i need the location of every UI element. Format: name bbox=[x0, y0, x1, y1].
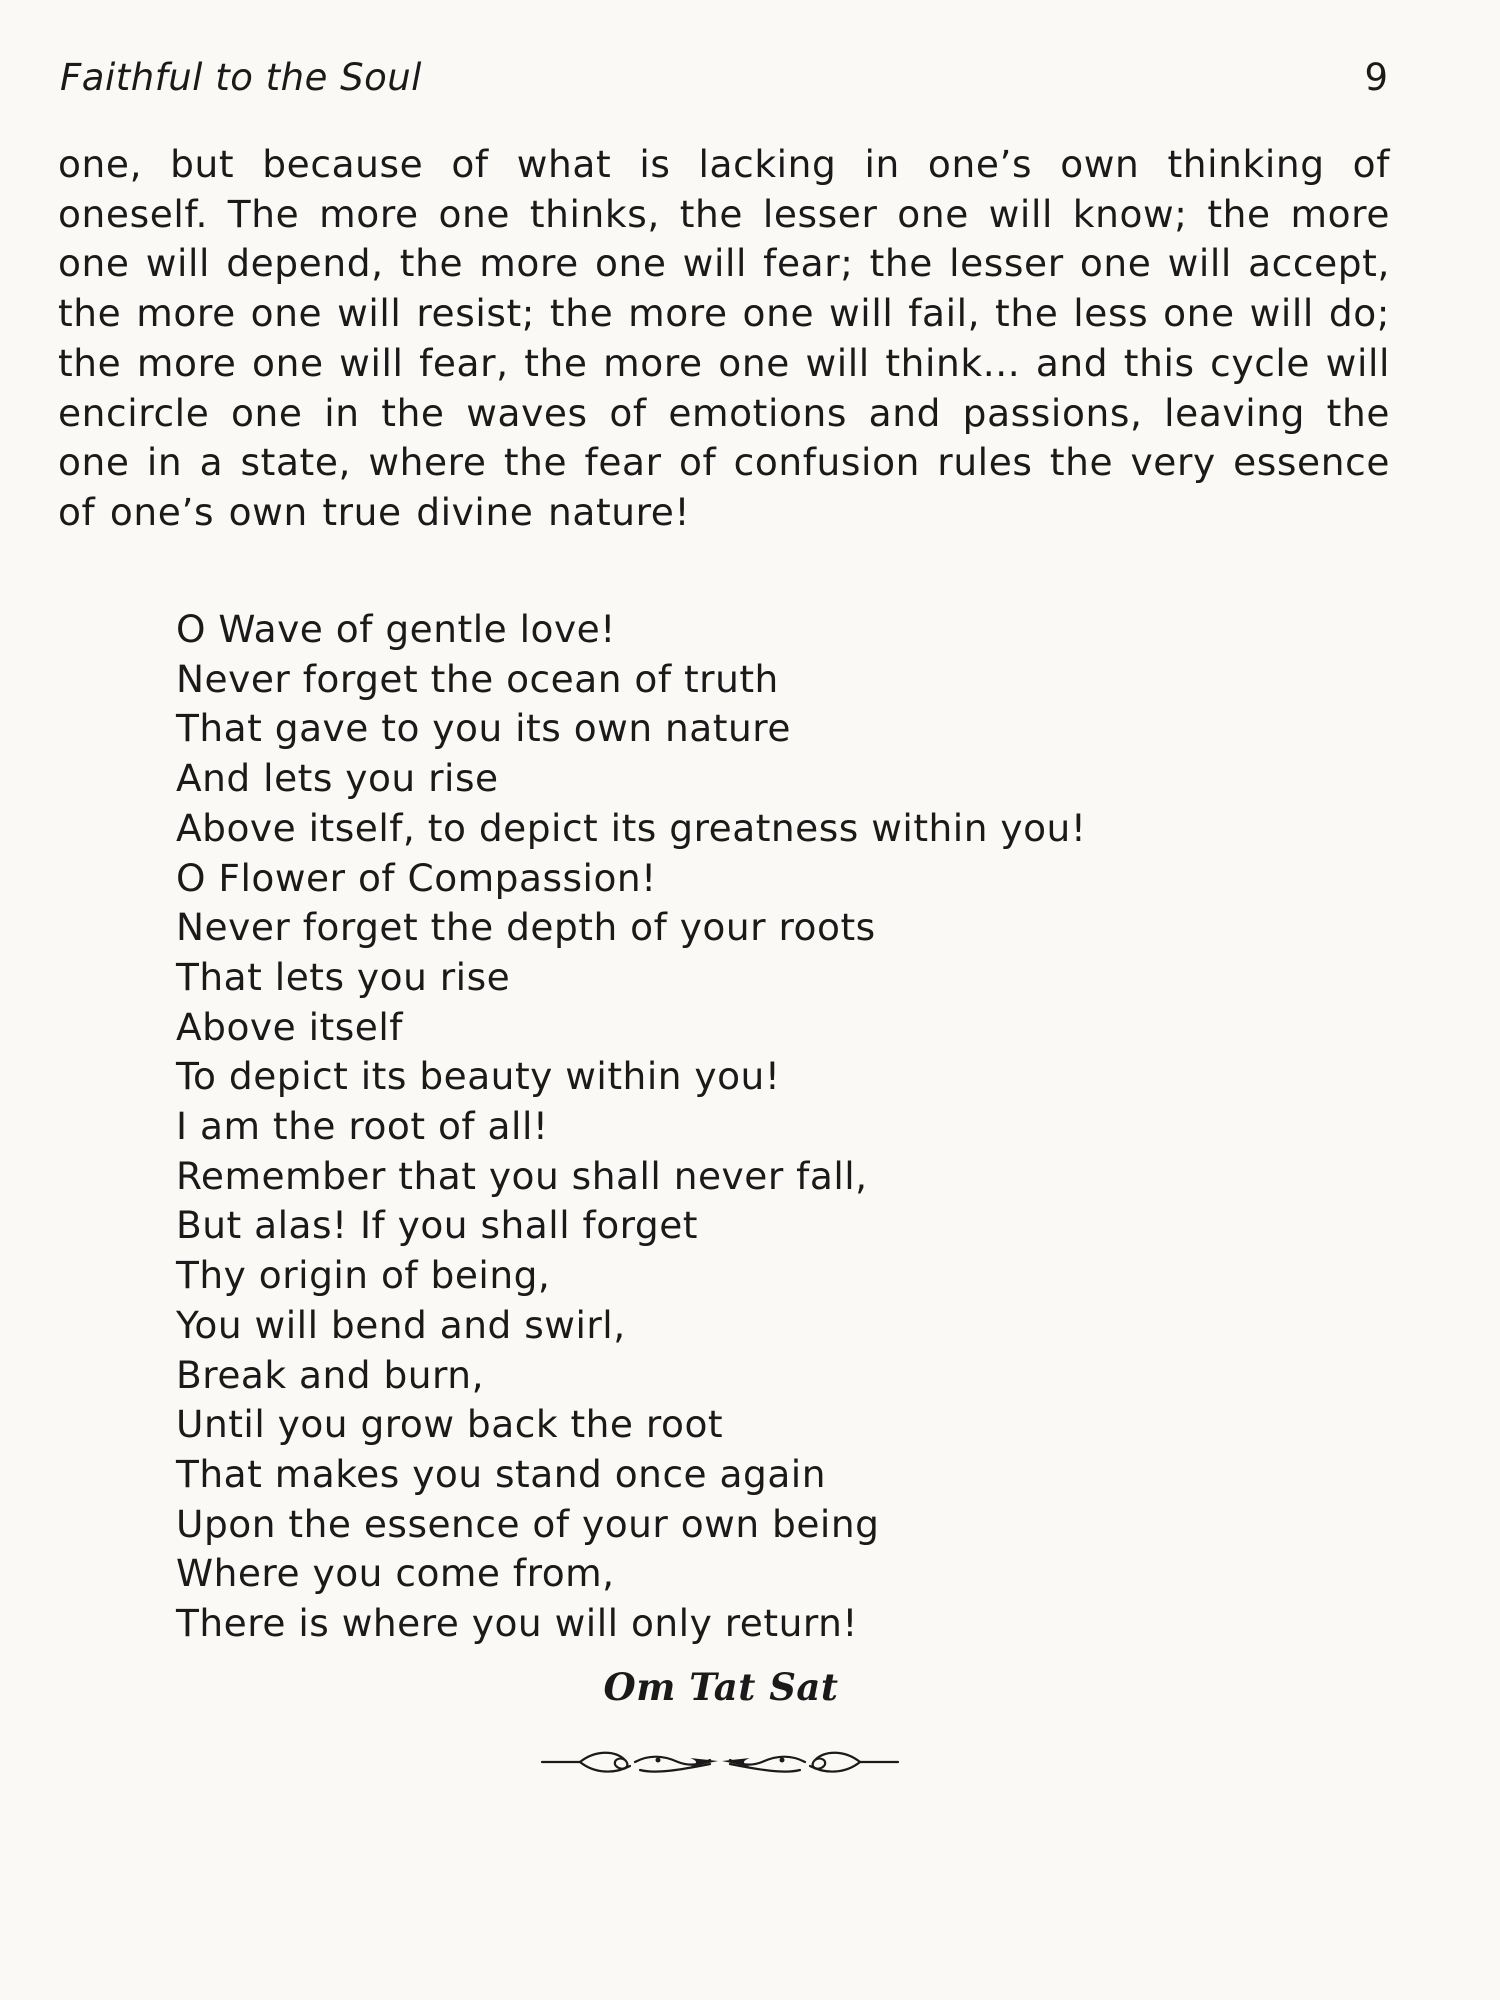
poem-line: That makes you stand once again bbox=[176, 1451, 826, 1496]
poem-line: O Flower of Compassion! bbox=[176, 855, 657, 900]
poem-line: Until you grow back the root bbox=[176, 1402, 724, 1447]
poem-line: Never forget the depth of your roots bbox=[176, 905, 876, 950]
poem-line: And lets you rise bbox=[176, 756, 499, 801]
page-number: 9 bbox=[1364, 56, 1388, 99]
poem-line: You will bend and swirl, bbox=[176, 1302, 626, 1347]
poem-line: O Wave of gentle love! bbox=[176, 607, 616, 651]
poem-line: To depict its beauty within you! bbox=[176, 1054, 781, 1099]
running-title: Faithful to the Soul bbox=[60, 56, 422, 99]
poem-line: Above itself, to depict its greatness within you! bbox=[176, 805, 1087, 850]
poem-line: Break and burn, bbox=[176, 1352, 484, 1397]
poem-line: I am the root of all! bbox=[176, 1104, 549, 1149]
poem-line: There is where you will only return! bbox=[176, 1601, 858, 1646]
poem-line: Thy origin of being, bbox=[176, 1253, 551, 1298]
body-paragraph: one, but because of what is lacking in one’s own thinking of oneself. The more one thinks, the lesser one will know; the more one will depend, the more one will fear; the lesser one will accept, the more one will resist; the more one will fail, the less one will do; the more one will fear, the more one will think... and this cycle will encircle one in the waves of emotions and passions, leaving the one in a state, where the fear of confusion rules the very essence of one’s own true divine nature! bbox=[58, 142, 1390, 534]
poem-line: That lets you rise bbox=[176, 954, 511, 999]
flourish-divider-icon bbox=[540, 1740, 900, 1784]
poem-line: Where you come from, bbox=[176, 1551, 615, 1596]
poem-line: That gave to you its own nature bbox=[176, 706, 791, 751]
poem-line: Never forget the ocean of truth bbox=[176, 656, 779, 701]
closing-mantra: Om Tat Sat bbox=[603, 1665, 839, 1709]
poem-line: Upon the essence of your own being bbox=[176, 1501, 880, 1546]
poem-line: Above itself bbox=[176, 1004, 403, 1049]
poem-line: Remember that you shall never fall, bbox=[176, 1153, 868, 1198]
poem bbox=[176, 605, 1326, 1649]
poem-line: But alas! If you shall forget bbox=[176, 1203, 699, 1248]
